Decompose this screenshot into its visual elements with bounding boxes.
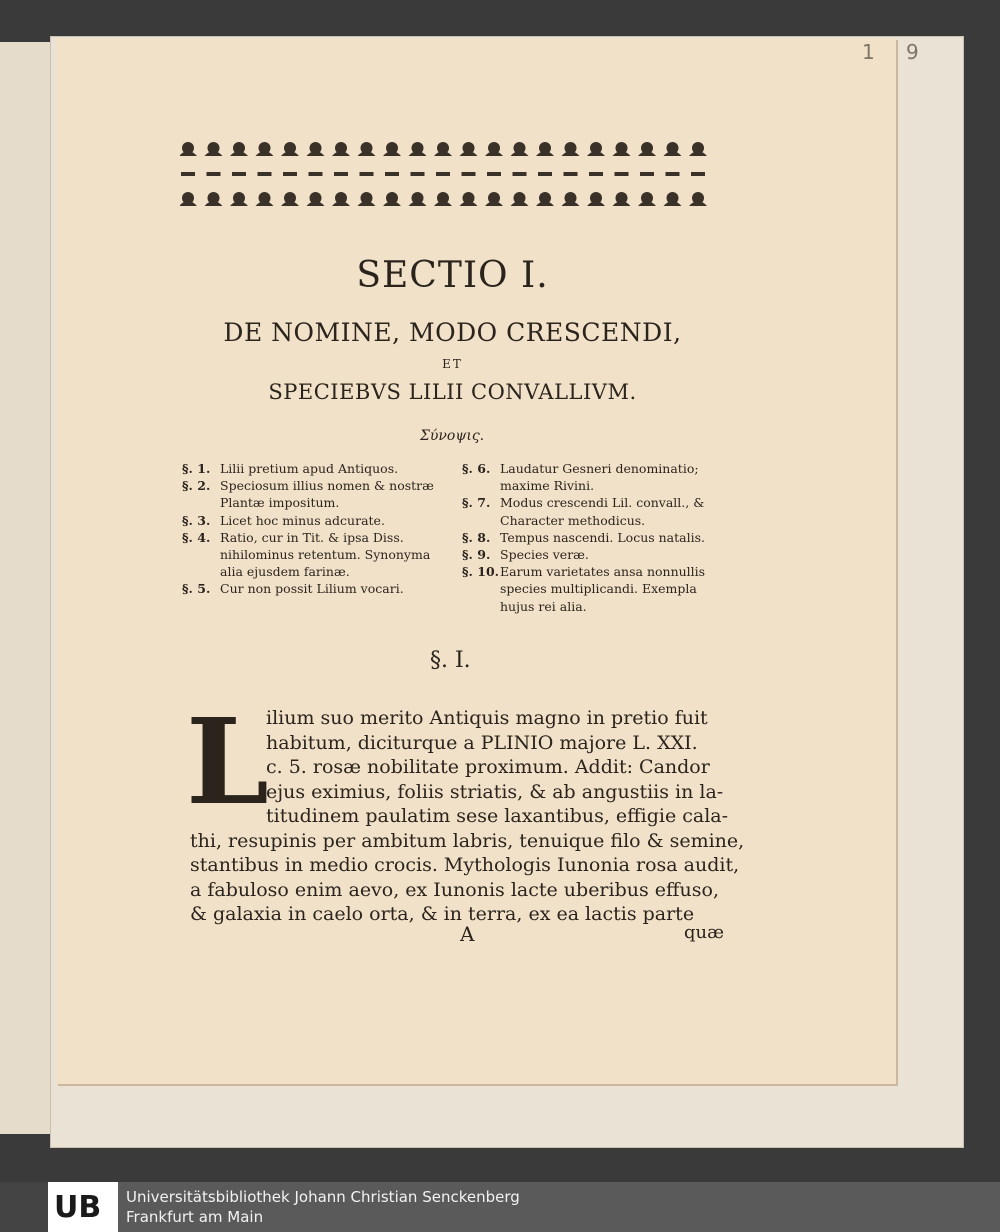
item-text: Earum varietates ansa nonnullis species multiplicandi. Exempla hujus rei alia. [500, 564, 706, 614]
synopsis-item [462, 563, 730, 615]
item-number: §. 6. [462, 461, 491, 476]
item-text: Licet hoc minus adcurate. [220, 512, 385, 528]
body-line: ejus eximius, foliis striatis, & ab angustiis in la- [266, 780, 724, 803]
item-number: §. 5. [182, 581, 211, 597]
item-number: §. 3. [182, 512, 211, 528]
item-text: Laudatur Gesneri denominatio; maxime Rivini. [500, 461, 699, 494]
paragraph-heading: §. I. [430, 648, 471, 673]
synopsis-item [462, 494, 730, 528]
body-text [190, 706, 745, 927]
item-number: §. 4. [182, 529, 211, 545]
institution-city: Frankfurt am Main [126, 1208, 264, 1226]
body-line: habitum, diciturque a PLINIO majore L. XXI. [266, 731, 698, 754]
synopsis-item [182, 529, 452, 581]
headpiece-ornament [180, 138, 720, 218]
body-line: thi, resupinis per ambitum labris, tenuique filo & semine, [190, 829, 745, 852]
institution-name: Universitätsbibliothek Johann Christian Senckenberg [126, 1188, 520, 1206]
synopsis-right-column [462, 460, 730, 615]
item-text: Modus crescendi Lil. convall., & Character methodicus. [500, 495, 705, 528]
body-line: c. 5. rosæ nobilitate proximum. Addit: Candor [266, 756, 710, 778]
item-text: Lilii pretium apud Antiquos. [220, 461, 399, 476]
pencil-mark: 1 [862, 40, 875, 64]
synopsis-item [182, 460, 452, 477]
catchword: quæ [684, 922, 725, 943]
subtitle-line-2: SPECIEBVS LILII CONVALLIVM. [268, 380, 637, 404]
portrait-logo-icon [0, 1182, 48, 1232]
item-text: Ratio, cur in Tit. & ipsa Diss. nihilominus retentum. Synonyma alia ejusdem farinæ. [220, 529, 431, 580]
subtitle-et: ET [442, 357, 463, 371]
item-text: Tempus nascendi. Locus natalis. [500, 529, 705, 545]
body-line: a fabuloso enim aevo, ex Iunonis lacte uberibus effuso, [190, 878, 719, 901]
synopsis-item [462, 546, 730, 563]
synopsis-item [462, 460, 730, 494]
synopsis-item [182, 512, 452, 529]
section-title: SECTIO I. [356, 255, 549, 296]
body-line: titudinem paulatim sese laxantibus, effigie cala- [266, 805, 729, 827]
synopsis-left-column [182, 460, 452, 598]
item-text: Species veræ. [500, 547, 589, 563]
body-line: ilium suo merito Antiquis magno in pretio fuit [266, 707, 708, 729]
signature-mark: A [460, 922, 475, 946]
item-number: §. 8. [462, 529, 491, 545]
synopsis-item [182, 477, 452, 511]
item-number: §. 1. [182, 461, 211, 476]
drop-cap: L [186, 692, 269, 831]
synopsis-item [462, 529, 730, 546]
logo-text: UB [54, 1189, 102, 1225]
synopsis-label: Σύνοψις. [420, 428, 485, 444]
item-text: Cur non possit Lilium vocari. [220, 581, 404, 597]
item-text: Speciosum illius nomen & nostræ Plantæ impositum. [220, 478, 434, 511]
item-number: §. 7. [462, 495, 491, 511]
item-number: §. 10. [462, 564, 499, 580]
synopsis-item [182, 580, 452, 597]
footer-bar [0, 1182, 1000, 1232]
body-line: stantibus in medio crocis. Mythologis Iunonia rosa audit, [190, 854, 740, 876]
subtitle-line-1: DE NOMINE, MODO CRESCENDI, [223, 318, 682, 347]
item-number: §. 2. [182, 478, 211, 494]
library-logo [0, 1182, 118, 1232]
body-line: & galaxia in caelo orta, & in terra, ex ea lactis parte [190, 903, 695, 925]
pencil-folio-number: 9 [906, 40, 919, 64]
item-number: §. 9. [462, 547, 491, 563]
